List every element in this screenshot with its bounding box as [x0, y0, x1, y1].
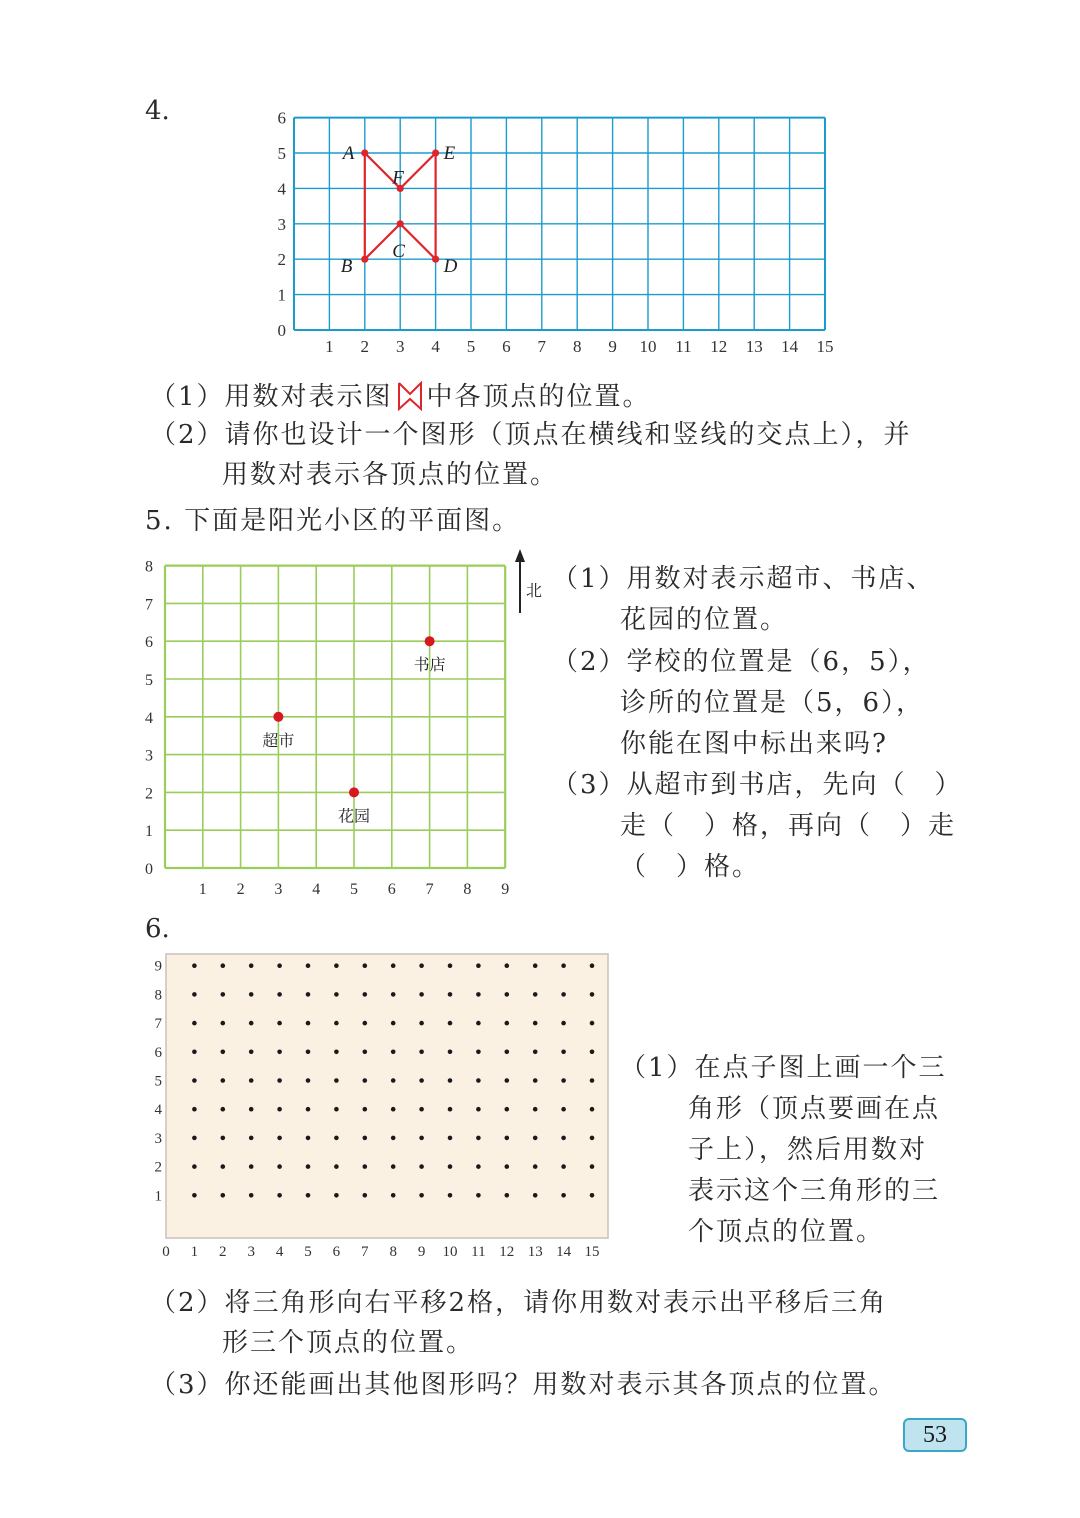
grid-dot	[363, 1021, 368, 1026]
vertex-label: A	[342, 143, 355, 164]
page-number: 53	[903, 1418, 967, 1452]
x-tick-label: 1	[325, 337, 334, 356]
grid-dot	[590, 963, 595, 968]
north-label: 北	[526, 583, 543, 600]
y-tick-label: 6	[154, 1044, 162, 1061]
q6-dot-grid	[135, 950, 615, 1265]
grid-dot	[561, 1136, 566, 1141]
y-tick-label: 3	[277, 214, 286, 234]
grid-dot	[590, 1050, 595, 1055]
place-label: 花园	[337, 808, 371, 826]
y-tick-label: 3	[154, 1130, 162, 1147]
place-marker	[273, 712, 283, 722]
grid-dot	[277, 1050, 282, 1055]
grid-dot	[277, 1164, 282, 1169]
grid-dot	[590, 1164, 595, 1169]
y-tick-label: 2	[154, 1159, 162, 1176]
grid-dot	[334, 1193, 339, 1198]
grid-dot	[561, 1164, 566, 1169]
grid-dot	[306, 1050, 311, 1055]
vertex-label: C	[392, 240, 405, 262]
grid-dot	[448, 1050, 453, 1055]
q4-part1	[150, 376, 651, 413]
x-tick-label: 15	[816, 337, 834, 356]
q6-number: 6.	[145, 914, 170, 944]
grid-dot	[192, 992, 197, 997]
x-tick-label: 12	[499, 1244, 515, 1260]
grid-dot	[221, 1136, 226, 1141]
q6-part1-line2: 角形（顶点要画在点	[688, 1094, 941, 1124]
y-tick-label: 1	[154, 1188, 162, 1205]
x-tick-label: 7	[361, 1244, 369, 1260]
x-tick-label: 9	[608, 337, 617, 356]
dot-grid-background	[166, 954, 608, 1238]
grid-dot	[476, 963, 481, 968]
x-tick-label: 3	[247, 1244, 255, 1260]
grid-dot	[306, 1107, 311, 1112]
grid-dot	[192, 1136, 197, 1141]
grid-dot	[561, 1107, 566, 1112]
place-marker	[425, 636, 435, 646]
grid-dot	[533, 963, 538, 968]
grid-dot	[249, 992, 254, 997]
grid-dot	[533, 1021, 538, 1026]
y-tick-label: 4	[154, 1102, 162, 1119]
grid-dot	[334, 1050, 339, 1055]
grid-dot	[249, 1136, 254, 1141]
grid-dot	[249, 1021, 254, 1026]
grid-dot	[476, 1193, 481, 1198]
grid-dot	[533, 1078, 538, 1083]
grid-dot	[561, 992, 566, 997]
grid-dot	[419, 1136, 424, 1141]
grid-dot	[476, 1050, 481, 1055]
grid-dot	[334, 992, 339, 997]
grid-dot	[334, 1136, 339, 1141]
x-tick-label: 1	[190, 1244, 199, 1260]
q6-part1-line1: （1）在点子图上画一个三	[620, 1053, 947, 1083]
x-tick-label: 5	[350, 881, 358, 898]
grid-dot	[391, 963, 396, 968]
grid-dot	[448, 1021, 453, 1026]
grid-dot	[561, 963, 566, 968]
x-tick-label: 8	[389, 1244, 397, 1260]
grid-dot	[249, 1107, 254, 1112]
x-tick-label: 11	[675, 337, 692, 356]
grid-dot	[363, 1164, 368, 1169]
grid-dot	[476, 1107, 481, 1112]
grid-dot	[448, 963, 453, 968]
x-tick-label: 5	[466, 337, 476, 356]
grid-dot	[221, 1021, 226, 1026]
grid-dot	[221, 1193, 226, 1198]
grid-dot	[363, 1193, 368, 1198]
grid-dot	[419, 1107, 424, 1112]
grid-dot	[476, 1136, 481, 1141]
x-tick-label: 4	[312, 881, 321, 898]
grid-dot	[419, 1164, 424, 1169]
vertex-point	[361, 256, 368, 263]
q6-part3: （3）你还能画出其他图形吗？用数对表示其各顶点的位置。	[150, 1370, 897, 1400]
y-tick-label: 0	[277, 321, 286, 340]
y-tick-label: 6	[277, 108, 286, 128]
grid-dot	[192, 1050, 197, 1055]
grid-dot	[419, 1021, 424, 1026]
grid-dot	[476, 1164, 481, 1169]
q4-coordinate-grid	[260, 105, 860, 365]
x-tick-label: 4	[431, 337, 440, 356]
grid-dot	[306, 1078, 311, 1083]
x-tick-label: 13	[745, 337, 763, 356]
grid-dot	[306, 1021, 311, 1026]
x-tick-label: 5	[304, 1244, 312, 1260]
grid-dot	[192, 1107, 197, 1112]
grid-dot	[476, 1078, 481, 1083]
vertex-label: F	[392, 167, 404, 189]
grid-dot	[363, 1078, 368, 1083]
x-tick-label: 13	[527, 1244, 543, 1260]
grid-dot	[249, 1078, 254, 1083]
x-tick-label: 2	[236, 881, 245, 898]
grid-dot	[533, 1193, 538, 1198]
grid-dot	[590, 1021, 595, 1026]
q6-part2-line1: （2）将三角形向右平移2格，请你用数对表示出平移后三角	[150, 1288, 888, 1318]
grid-dot	[363, 1136, 368, 1141]
x-tick-label: 8	[463, 881, 472, 898]
grid-dot	[448, 1136, 453, 1141]
grid-dot	[306, 1164, 311, 1169]
grid-dot	[363, 1107, 368, 1112]
x-tick-label: 6	[332, 1244, 341, 1260]
grid-dot	[306, 1136, 311, 1141]
grid-dot	[590, 1078, 595, 1083]
grid-dot	[448, 1078, 453, 1083]
x-tick-label: 14	[556, 1244, 572, 1260]
grid-dot	[192, 1021, 197, 1026]
grid-dot	[334, 1164, 339, 1169]
grid-dot	[505, 1193, 510, 1198]
x-tick-label: 3	[274, 881, 283, 898]
grid-dot	[476, 1021, 481, 1026]
grid-dot	[192, 963, 197, 968]
x-tick-label: 1	[198, 881, 207, 898]
q4-number: 4.	[145, 96, 170, 126]
grid-dot	[277, 1193, 282, 1198]
grid-dot	[277, 1078, 282, 1083]
vertex-label: B	[340, 256, 353, 278]
grid-dot	[391, 1107, 396, 1112]
q4-part1-suffix: 中各顶点的位置。	[426, 382, 651, 412]
y-tick-label: 5	[277, 144, 286, 163]
grid-dot	[561, 1193, 566, 1198]
x-tick-label: 2	[360, 337, 370, 356]
grid-dot	[363, 1050, 368, 1055]
grid-dot	[533, 1050, 538, 1055]
grid-dot	[448, 1164, 453, 1169]
grid-dot	[221, 1078, 226, 1083]
grid-dot	[334, 1078, 339, 1083]
x-tick-label: 11	[471, 1244, 486, 1260]
q4-part2-line1: （2）请你也设计一个图形（顶点在横线和竖线的交点上），并	[150, 420, 912, 450]
y-tick-label: 2	[145, 785, 153, 803]
q5-part1-line2: 花园的位置。	[620, 605, 789, 635]
grid-dot	[590, 1193, 595, 1198]
place-label: 书店	[413, 657, 446, 675]
q5-part2-line1: （2）学校的位置是（6，5），	[552, 647, 931, 677]
grid-dot	[221, 963, 226, 968]
vertex-point	[361, 149, 368, 156]
grid-dot	[221, 992, 226, 997]
grid-dot	[505, 992, 510, 997]
grid-dot	[277, 963, 282, 968]
grid-dot	[505, 1136, 510, 1141]
grid-dot	[419, 1193, 424, 1198]
y-tick-label: 2	[277, 250, 286, 270]
q6-part2-line2: 形三个顶点的位置。	[222, 1328, 475, 1358]
x-tick-label: 9	[417, 1244, 426, 1260]
y-tick-label: 1	[145, 823, 153, 841]
grid-dot	[192, 1164, 197, 1169]
grid-dot	[448, 1193, 453, 1198]
grid-dot	[221, 1050, 226, 1055]
grid-dot	[533, 992, 538, 997]
grid-dot	[391, 1021, 396, 1026]
y-tick-label: 4	[277, 179, 286, 199]
x-tick-label: 15	[584, 1244, 600, 1260]
x-tick-label: 0	[162, 1244, 170, 1260]
grid-dot	[391, 1078, 396, 1083]
vertex-point	[432, 256, 439, 263]
grid-dot	[391, 1193, 396, 1198]
grid-dot	[334, 1021, 339, 1026]
grid-dot	[533, 1107, 538, 1112]
grid-dot	[590, 1107, 595, 1112]
y-tick-label: 0	[145, 861, 153, 878]
y-tick-label: 6	[145, 634, 153, 652]
grid-dot	[249, 1193, 254, 1198]
grid-dot	[306, 963, 311, 968]
grid-dot	[561, 1078, 566, 1083]
x-tick-label: 6	[502, 337, 511, 356]
grid-dot	[561, 1050, 566, 1055]
place-marker	[349, 787, 359, 797]
x-tick-label: 7	[537, 337, 547, 356]
grid-dot	[590, 1136, 595, 1141]
grid-dot	[334, 1107, 339, 1112]
q5-part3-line2: 走（ ）格，再向（ ）走	[620, 811, 957, 841]
x-tick-label: 14	[781, 337, 799, 356]
x-tick-label: 10	[639, 337, 657, 356]
grid-dot	[533, 1164, 538, 1169]
grid-dot	[505, 963, 510, 968]
grid-dot	[221, 1164, 226, 1169]
x-tick-label: 10	[442, 1244, 458, 1260]
x-tick-label: 7	[425, 881, 434, 898]
x-tick-label: 8	[572, 337, 582, 356]
vertex-point	[432, 149, 439, 156]
north-arrow-icon	[515, 549, 525, 562]
q5-part2-line2: 诊所的位置是（5，6），	[620, 688, 925, 718]
grid-dot	[391, 992, 396, 997]
grid-dot	[448, 992, 453, 997]
grid-dot	[419, 1050, 424, 1055]
grid-dot	[306, 1193, 311, 1198]
q5-neighborhood-map	[135, 545, 555, 905]
x-tick-label: 9	[501, 881, 510, 898]
grid-dot	[192, 1193, 197, 1198]
x-tick-label: 6	[387, 881, 396, 898]
q5-part2-line3: 你能在图中标出来吗?	[620, 729, 888, 759]
grid-dot	[505, 1021, 510, 1026]
grid-dot	[505, 1107, 510, 1112]
grid-dot	[476, 992, 481, 997]
q4-part2-line2: 用数对表示各顶点的位置。	[222, 460, 559, 490]
grid-dot	[277, 992, 282, 997]
y-tick-label: 5	[154, 1073, 162, 1090]
y-tick-label: 8	[145, 558, 153, 576]
grid-dot	[249, 963, 254, 968]
grid-dot	[192, 1078, 197, 1083]
y-tick-label: 7	[154, 1016, 162, 1033]
grid-dot	[277, 1021, 282, 1026]
grid-dot	[306, 992, 311, 997]
grid-dot	[391, 1136, 396, 1141]
y-tick-label: 1	[277, 285, 286, 305]
x-tick-label: 12	[710, 337, 728, 356]
q6-part1-line5: 个顶点的位置。	[688, 1217, 885, 1247]
y-tick-label: 8	[154, 987, 162, 1004]
x-tick-label: 2	[219, 1244, 227, 1260]
q6-part1-line4: 表示这个三角形的三	[688, 1176, 941, 1206]
grid-dot	[249, 1050, 254, 1055]
grid-dot	[561, 1021, 566, 1026]
grid-dot	[505, 1050, 510, 1055]
grid-dot	[448, 1107, 453, 1112]
y-tick-label: 9	[154, 958, 162, 975]
q5-part1-line1: （1）用数对表示超市、书店、	[552, 564, 935, 594]
q5-part3-line1: （3）从超市到书店，先向（ ）	[552, 770, 963, 800]
grid-dot	[221, 1107, 226, 1112]
y-tick-label: 5	[145, 672, 153, 689]
q5-part3-line3: （ ）格。	[620, 852, 761, 882]
vertex-label: E	[443, 143, 456, 164]
grid-dot	[249, 1164, 254, 1169]
vertex-label: D	[443, 256, 458, 278]
q4-part1-prefix: （1）用数对表示图	[150, 382, 393, 412]
grid-dot	[505, 1164, 510, 1169]
x-tick-label: 3	[395, 337, 405, 356]
grid-dot	[590, 992, 595, 997]
grid-dot	[363, 992, 368, 997]
q6-part1-line3: 子上），然后用数对	[688, 1135, 928, 1165]
grid-dot	[277, 1136, 282, 1141]
vertex-point	[397, 220, 404, 227]
grid-dot	[277, 1107, 282, 1112]
grid-dot	[334, 963, 339, 968]
grid-dot	[391, 1050, 396, 1055]
bowtie-shape-icon	[397, 381, 423, 411]
grid-dot	[419, 992, 424, 997]
y-tick-label: 3	[145, 747, 153, 765]
grid-dot	[419, 963, 424, 968]
place-label: 超市	[262, 732, 295, 750]
grid-dot	[505, 1078, 510, 1083]
y-tick-label: 7	[145, 596, 153, 614]
y-tick-label: 4	[145, 709, 153, 727]
x-tick-label: 4	[275, 1244, 284, 1260]
grid-dot	[391, 1164, 396, 1169]
grid-dot	[533, 1136, 538, 1141]
q5-intro: 5. 下面是阳光小区的平面图。	[145, 506, 521, 536]
grid-dot	[419, 1078, 424, 1083]
grid-dot	[363, 963, 368, 968]
